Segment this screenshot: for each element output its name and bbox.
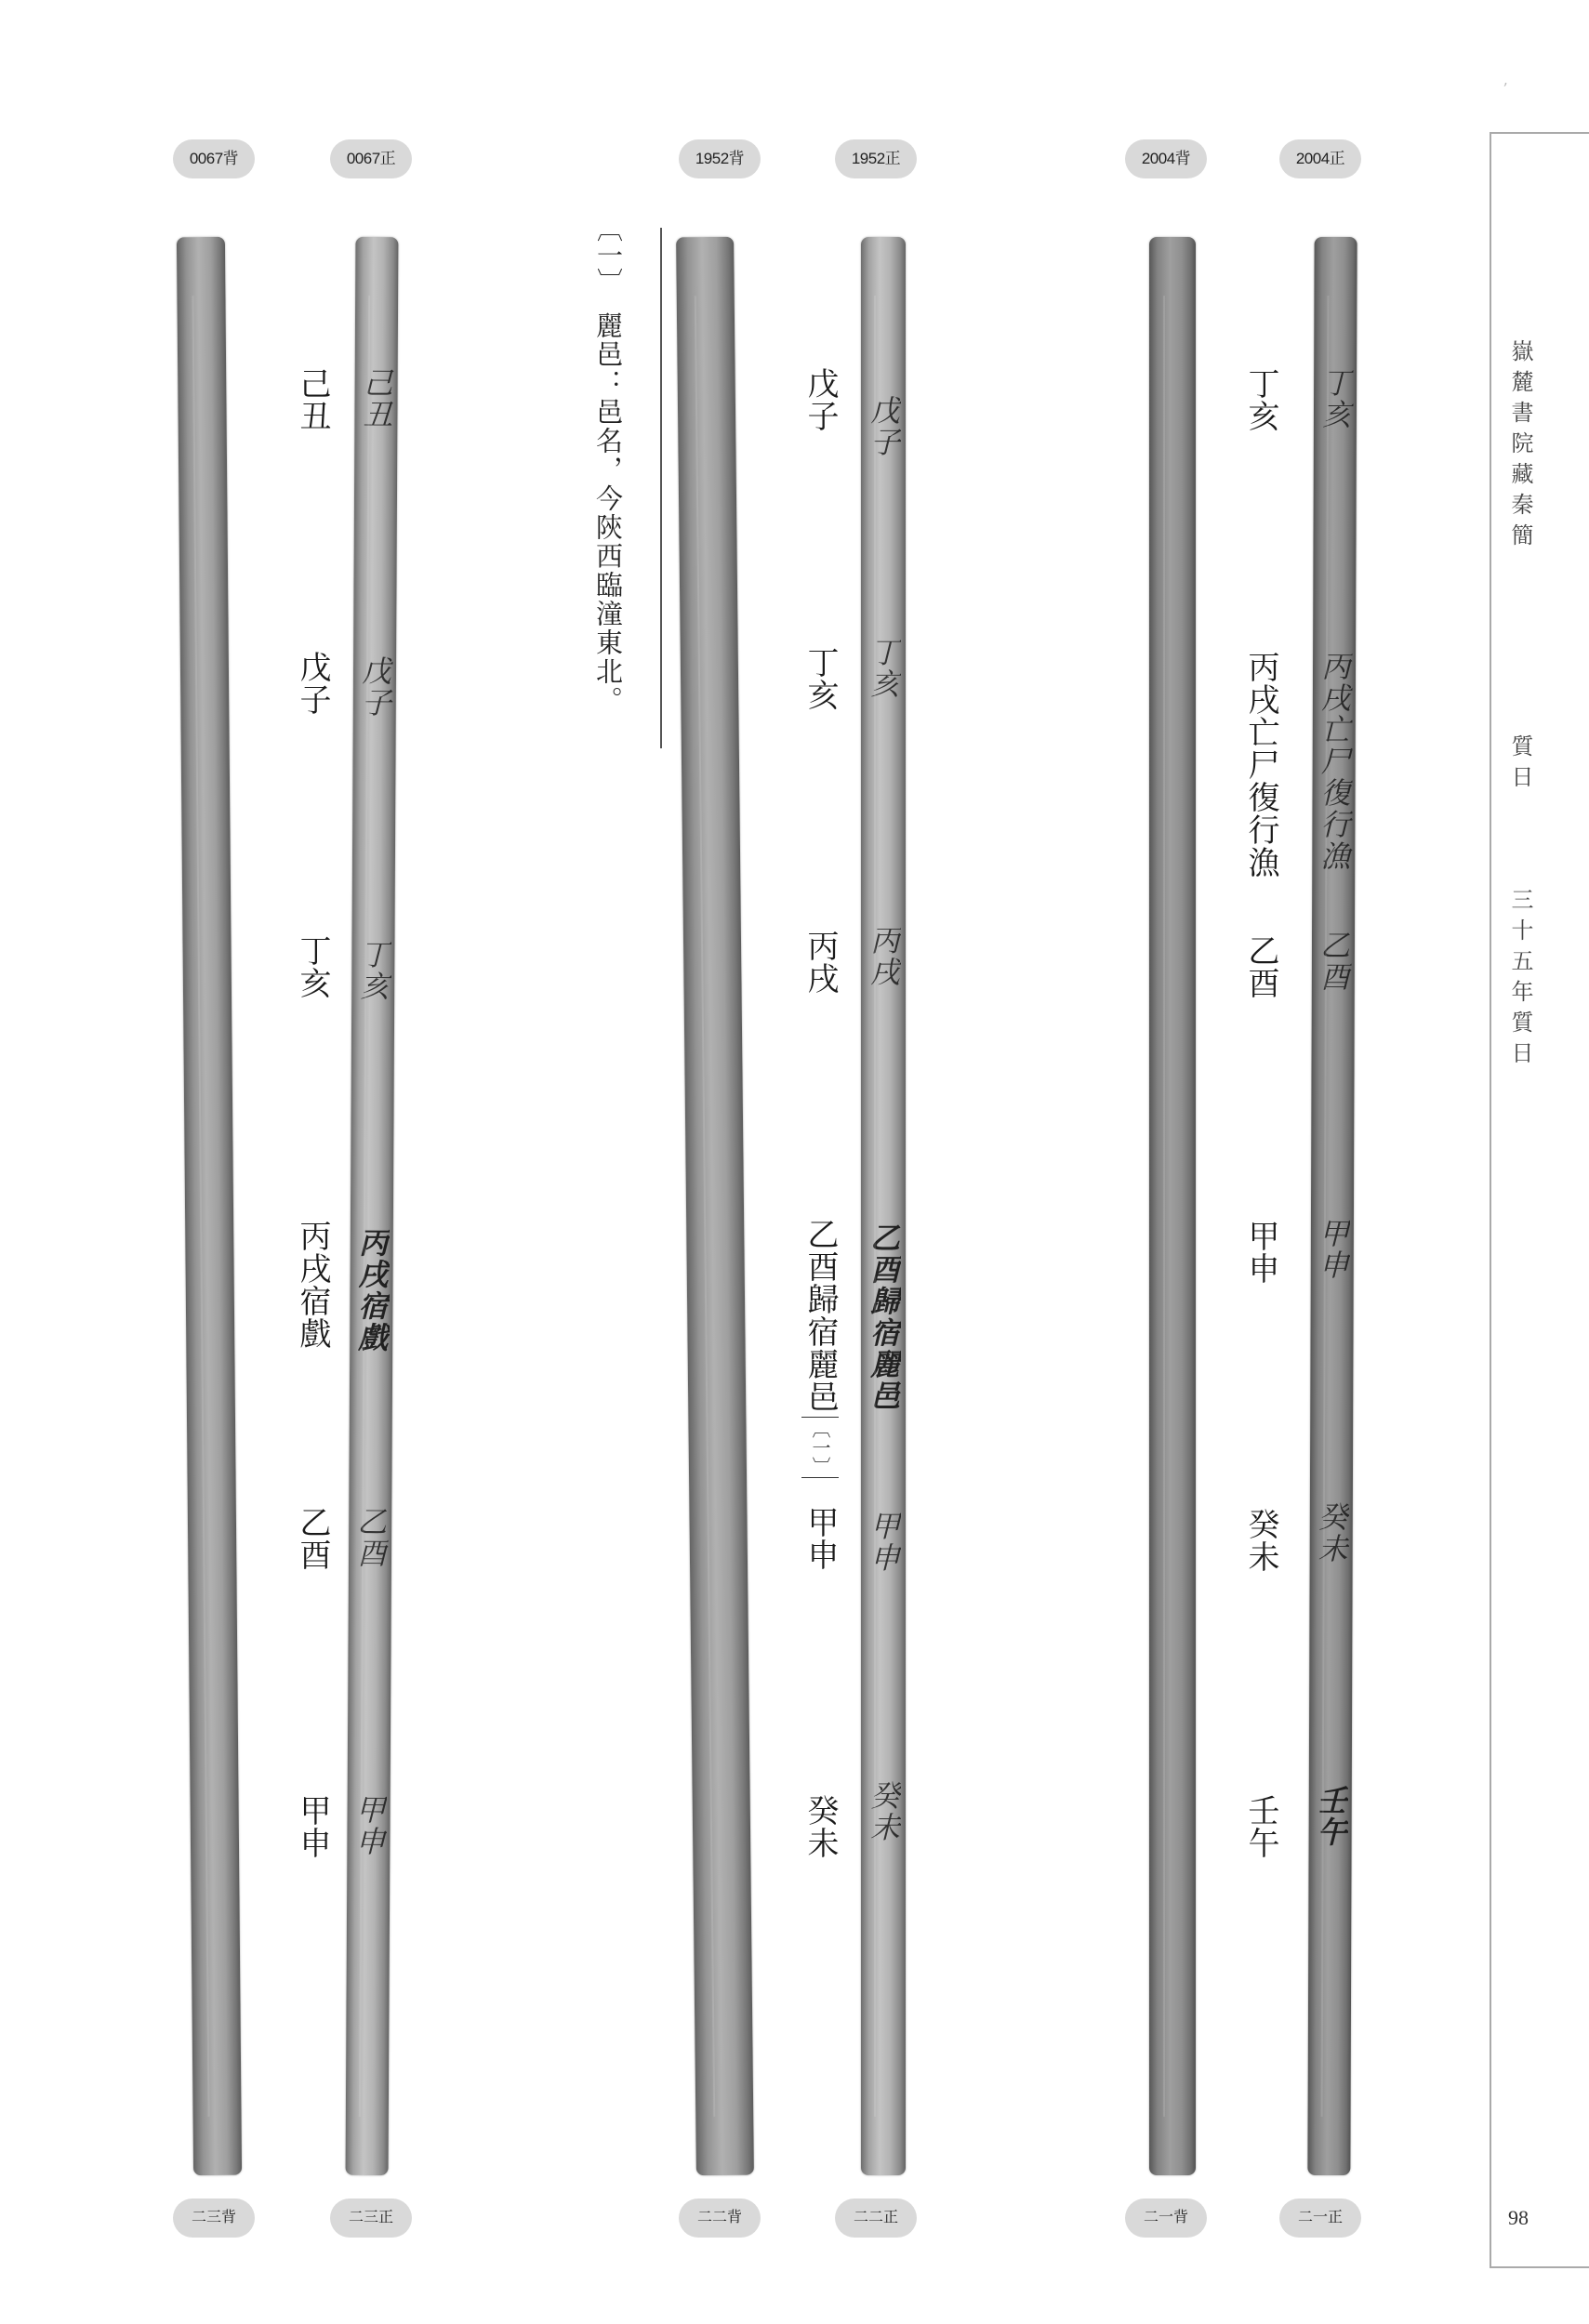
running-header-section: 質日 (1507, 734, 1533, 796)
catalog-badge-bottom: 二三正 (330, 2199, 412, 2238)
slip-ink-text: 乙酉歸宿麗邑 (866, 1222, 901, 1412)
transcription-text: 戊子 (801, 367, 839, 432)
catalog-badge-top: 2004背 (1125, 139, 1207, 178)
transcription-text: 丁亥 (801, 646, 839, 711)
bamboo-slip-image (1149, 237, 1196, 2175)
slip-ink-text: 丙戌 (866, 925, 901, 988)
slip-ink-text: 丙戌亡尸復行漁 (1316, 650, 1353, 873)
catalog-badge-top: 1952背 (679, 139, 761, 178)
transcription-text: 癸未 (801, 1794, 839, 1859)
transcription-text: 己丑 (294, 367, 331, 432)
transcription-text: 乙酉歸宿麗邑 (801, 1218, 839, 1413)
running-header-subsection: 三十五年質日 (1507, 888, 1533, 1072)
margin-border-bottom (1490, 2266, 1589, 2268)
transcription-text: 甲申 (294, 1794, 331, 1859)
slip-ink-text: 己丑 (358, 366, 394, 431)
slip-ink-text: 乙酉 (351, 1505, 389, 1570)
slip-ink-text: 戊子 (356, 654, 393, 720)
catalog-badge-bottom: 二二正 (835, 2199, 917, 2238)
bamboo-slip-image (177, 237, 242, 2175)
slip-ink-text: 癸未 (866, 1780, 901, 1843)
transcription-text: 甲申 (801, 1506, 839, 1571)
slip-ink-text: 癸未 (1313, 1500, 1349, 1565)
slip-ink-text: 甲申 (1314, 1217, 1350, 1282)
transcription-text: 丙戌宿戲 (294, 1220, 331, 1350)
catalog-badge-bottom: 二二背 (679, 2199, 761, 2238)
transcription-text: 癸未 (1242, 1508, 1279, 1573)
catalog-badge-top: 0067背 (173, 139, 255, 178)
slip-ink-text: 壬午 (1312, 1784, 1348, 1849)
catalog-badge-bottom: 二三背 (173, 2199, 255, 2238)
slip-ink-text: 甲申 (866, 1511, 901, 1574)
transcription-text: 丁亥 (1242, 367, 1279, 432)
catalog-badge-top: 1952正 (835, 139, 917, 178)
slip-ink-text: 戊子 (866, 395, 901, 458)
catalog-badge-bottom: 二一正 (1279, 2199, 1361, 2238)
running-header-book-title: 嶽麓書院藏秦簡 (1507, 339, 1533, 554)
transcription-text: 丁亥 (294, 934, 331, 999)
page-number: 98 (1508, 2206, 1529, 2229)
margin-border-side (1490, 132, 1491, 2268)
note-reference-mark[interactable]: 〔一〕 (801, 1417, 839, 1478)
bamboo-slip-image (346, 237, 399, 2175)
annotation-divider (660, 228, 662, 748)
catalog-badge-top: 0067正 (330, 139, 412, 178)
catalog-badge-bottom: 二一背 (1125, 2199, 1207, 2238)
annotation-mark: 〔一〕 (593, 216, 624, 294)
slip-ink-text: 丁亥 (866, 637, 901, 700)
transcription-text: 乙酉 (1242, 934, 1279, 999)
margin-border-top (1490, 132, 1589, 134)
slip-ink-text: 丁亥 (355, 938, 391, 1003)
slip-ink-text: 乙酉 (1315, 929, 1352, 994)
catalog-badge-top: 2004正 (1279, 139, 1361, 178)
transcription-text: 乙酉 (294, 1506, 331, 1571)
bamboo-slip-image (1307, 237, 1357, 2175)
slip-ink-text: 丙戌宿戲 (353, 1226, 390, 1354)
transcription-text (801, 1218, 839, 1482)
slip-ink-text: 丁亥 (1317, 366, 1354, 431)
transcription-text: 丙戌亡尸復行漁 (1242, 651, 1279, 878)
slip-ink-text: 甲申 (351, 1793, 387, 1858)
bamboo-slip-image (676, 237, 754, 2176)
transcription-text: 壬午 (1242, 1794, 1279, 1859)
bamboo-slip-image (861, 237, 906, 2175)
annotation-text: 麗邑：邑名，今陝西臨潼東北。 (592, 311, 624, 715)
transcription-text: 戊子 (294, 651, 331, 716)
print-mark: ʼ (1503, 80, 1508, 98)
transcription-text: 甲申 (1242, 1220, 1279, 1285)
transcription-text: 丙戌 (801, 930, 839, 995)
